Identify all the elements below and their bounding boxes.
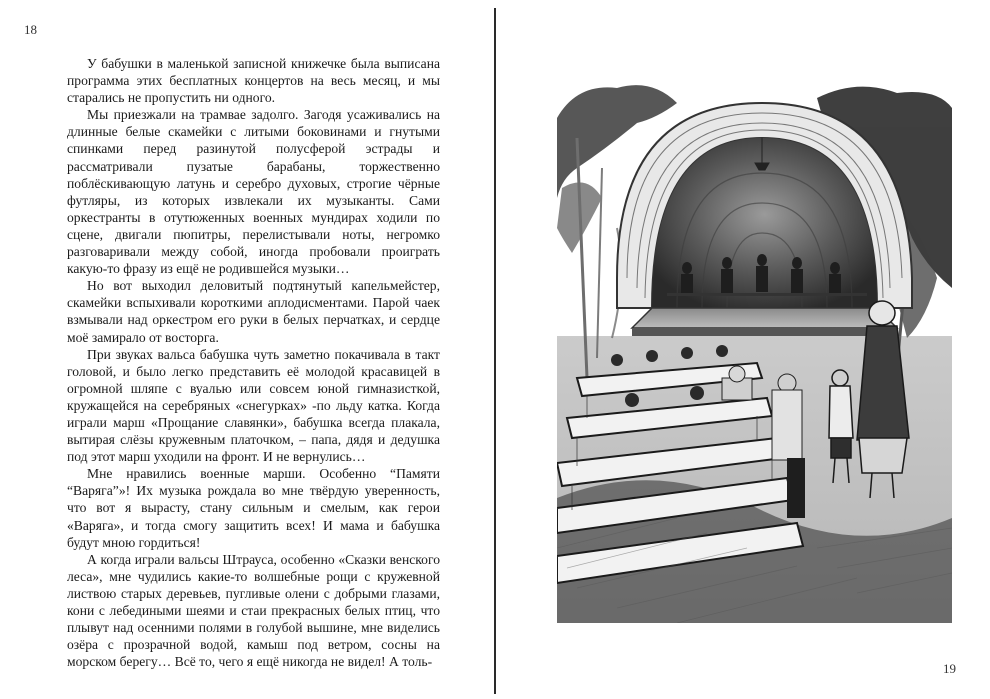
- paragraph-2: Мы приезжали на трамвае задолго. Загодя усаживались на длинные белые скамейки с литыми боковинами и гнутыми спинками перед разинутой полусферой эстрады и рассматривали пузатые барабаны, торжественно поблёскивающую латунь и серебро духовых, строгие чёрные футляры, из которых извлекали их музыканты. Сами оркестранты в отутюженных военных мундирах ходили по сцене, двигали пюпитры, перелистывали ноты, негромко разговаривали между собой, иногда пробовали проиграть какую-то фразу из ещё не родившейся музыки…: [67, 107, 440, 277]
- paragraph-1: У бабушки в маленькой записной книжечке была выписана программа этих бесплатных концертов на весь месяц, и мы старались не пропустить ни одного.: [67, 56, 440, 106]
- right-page: [497, 0, 990, 699]
- stage: [632, 308, 897, 328]
- paragraph-4: При звуках вальса бабушка чуть заметно покачивала в такт головой, и было легко представить её молодой красавицей в огромной шляпе с вуалью или совсем юной гимназисткой, кружащейся на серебряных «снегурках» -по льду катка. Когда играли марш «Прощание славянки», бабушка всегда плакала, вытирая слёзы кружевным платочком, – папа, дядя и дедушка под этот марш уходили на фронт. И не вернулись…: [67, 346, 440, 465]
- body-text: [67, 55, 440, 670]
- bandstand-illustration: [557, 78, 952, 623]
- gutter-line: [494, 8, 496, 694]
- page-number-right: 19: [943, 661, 956, 676]
- left-page: [0, 0, 494, 699]
- page-number-left: 18: [24, 22, 37, 37]
- paragraph-5: Мне нравились военные марши. Особенно “Памяти “Варяга”»! Их музыка рождала во мне твёрдую уверенность, что вот я вырасту, стану сильным и смелым, как герои «Варяга», и тогда смогу защитить всех! И мама и бабушка будут мною гордиться!: [67, 466, 440, 550]
- paragraph-6: А когда играли вальсы Штрауса, особенно «Сказки венского леса», мне чудились какие-то волшебные рощи с кружевной листвою старых деревьев, пугливые олени с добрыми глазами, кони с лебедиными шеями и стаи прекрасных белых птиц, что плывут над осенними полями в голубой вышине, мне виделись озёра с прозрачной водой, камыш под ветром, сосны на морском берегу… Всё то, чего я ещё никогда не видел! А толь-: [67, 551, 440, 670]
- paragraph-3: Но вот выходил деловитый подтянутый капельмейстер, скамейки вспыхивали короткими аплодисментами. Парой чаек взмывали над оркестром его руки в белых перчатках, и сердце моё замирало от восторга.: [67, 278, 440, 345]
